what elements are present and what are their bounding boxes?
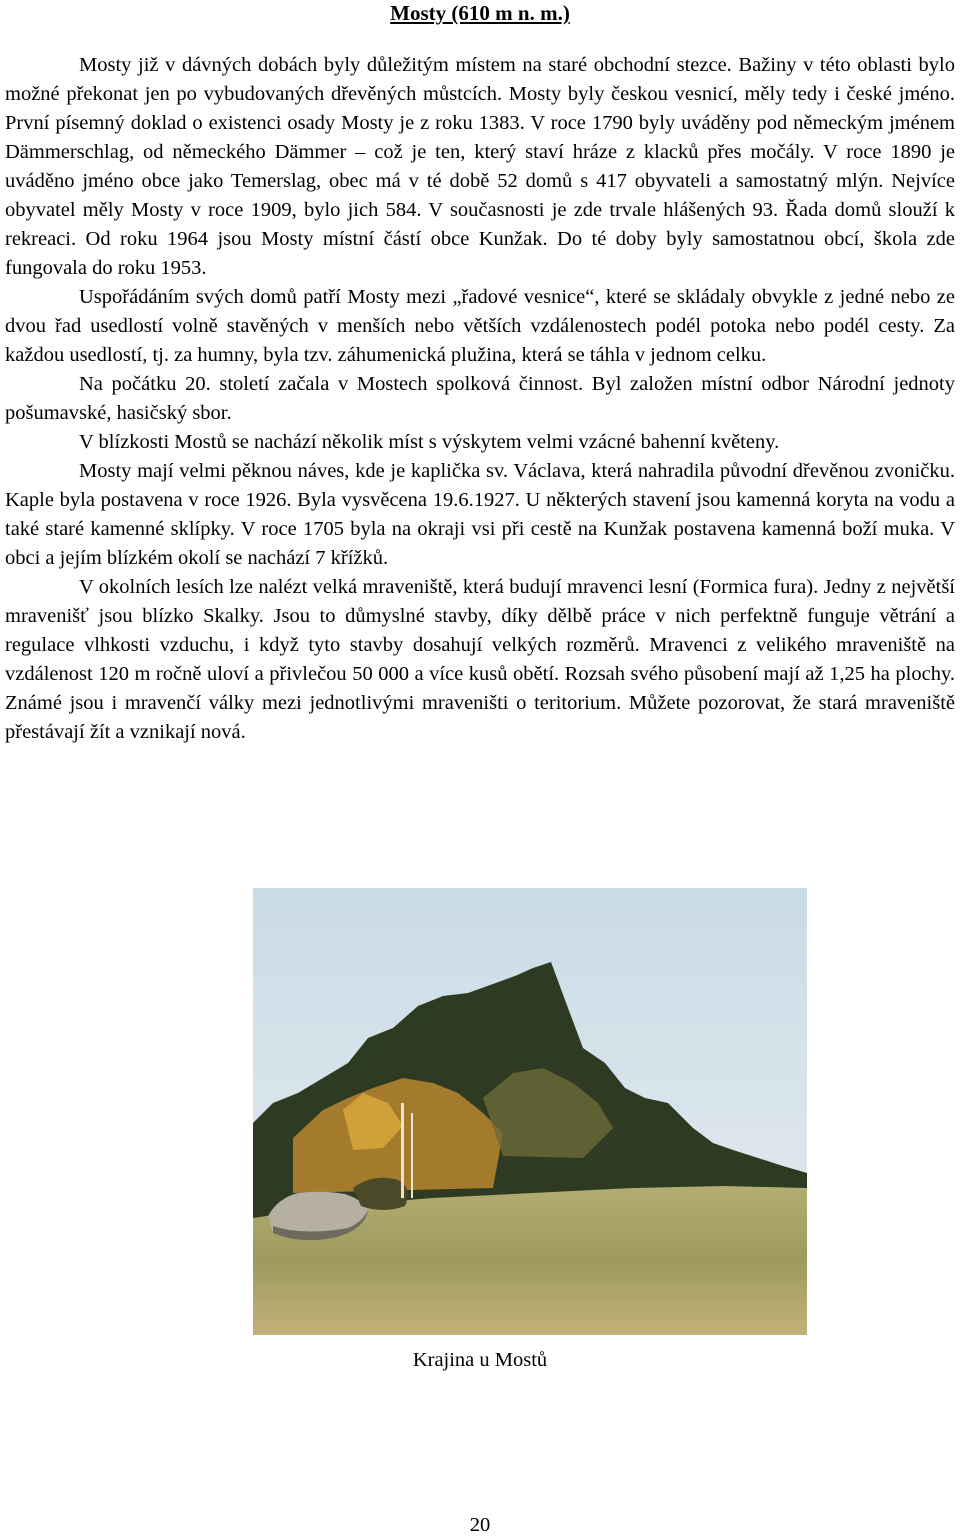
landscape-photo-icon xyxy=(253,888,807,1335)
paragraph-history: Mosty již v dávných dobách byly důležitým místem na staré obchodní stezce. Bažiny v této oblasti bylo možné překonat jen po vybudovaných dřevěných můstcích. Mosty byly českou vesnicí, měly tedy i české jméno. První písemný doklad o existenci osady Mosty je z roku 1383. V roce 1790 byly uváděny pod německým jménem Dämmerschlag, od německého Dämmer – což je ten, který staví hráze z klacků přes močály. V roce 1890 je uváděno jméno obce jako Temerslag, obec má v té době 52 domů s 417 obyvateli a samostatný mlýn. Nejvíce obyvatel měly Mosty v roce 1909, bylo jich 584. V současnosti je zde trvale hlášených 93. Řada domů slouží k rekreaci. Od roku 1964 jsou Mosty místní částí obce Kunžak. Do té doby byly samostatnou obcí, škola zde fungovala do roku 1953. xyxy=(5,54,955,279)
page-number: 20 xyxy=(469,1514,491,1536)
paragraph-flora: V blízkosti Mostů se nachází několik míst s výskytem velmi vzácné bahenní květeny. xyxy=(79,431,780,453)
birch-trunk-shape xyxy=(401,1103,404,1198)
paragraph-village-green: Mosty mají velmi pěknou náves, kde je kaplička sv. Václava, která nahradila původní dřevěnou zvoničku. Kaple byla postavena v roce 1926. Byla vysvěcena 19.6.1927. U některých stavení jsou kamenná koryta na vodu a také staré kamenné sklípky. V roce 1705 byla na okraji vsi při cestě na Kunžak postavena kamenná boží muka. V obci a jejím blízkém okolí se nachází 7 křížků. xyxy=(5,460,955,569)
body-text xyxy=(5,51,955,747)
paragraph-village-layout: Uspořádáním svých domů patří Mosty mezi „řadové vesnice“, které se skládaly obvykle z jedné nebo ze dvou řad usedlostí volně stavěných v menších nebo větších vzdálenostech podél potoka nebo podél cesty. Za každou usedlostí, tj. za humny, byla tzv. záhumenická plužina, která se táhla v jednom celku. xyxy=(5,286,955,366)
page-title: Mosty (610 m n. m.) xyxy=(390,1,570,25)
paragraph-anthills: V okolních lesích lze nalézt velká mraveniště, která budují mravenci lesní (Formica fura). Jedny z největší mravenišť jsou blízko Skalky. Jsou to důmyslné stavby, díky dělbě práce v nich perfektně funguje větrání a regulace vlhkosti vzduchu, i když tyto stavby dosahují velkých rozměrů. Mravenci z velikého mraveniště na vzdálenost 120 m ročně uloví a přivlečou 50 000 a více kusů obětí. Rozsah svého působení mají až 1,25 ha plochy. Známé jsou i mravenčí války mezi jednotlivými mraveništi o teritorium. Můžete pozorovat, že stará mraveniště přestávají žít a vznikají nová. xyxy=(5,576,955,743)
paragraph-associations: Na počátku 20. století začala v Mostech spolková činnost. Byl založen místní odbor Národní jednoty pošumavské, hasičský sbor. xyxy=(5,373,955,424)
birch-trunk-shape-2 xyxy=(411,1113,413,1198)
photo-caption: Krajina u Mostů xyxy=(412,1349,548,1371)
